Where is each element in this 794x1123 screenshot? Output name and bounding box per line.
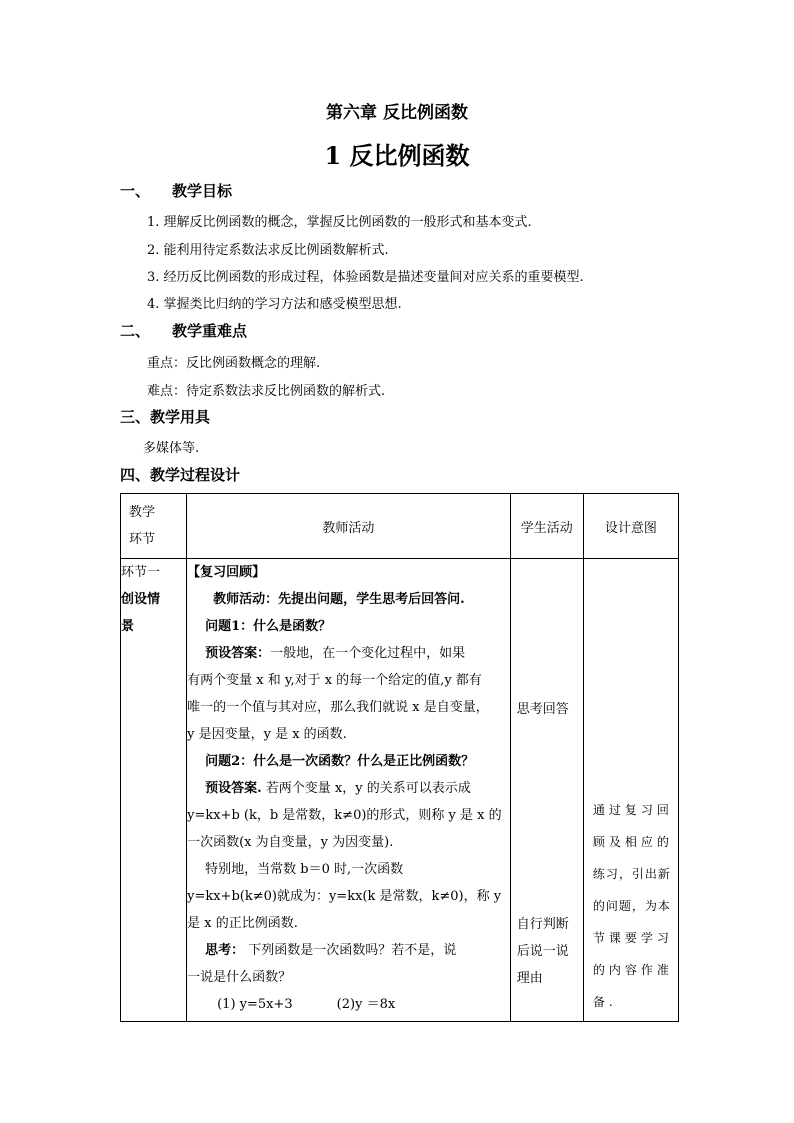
section-2-number: 二、 (120, 322, 151, 340)
teaching-tools: 多媒体等. (143, 441, 200, 456)
objective-2: 2. 能利用待定系数法求反比例函数解析式. (147, 243, 389, 258)
student-activity-2-line1: 自行判断 (516, 917, 569, 932)
page-title: 1 反比例函数 (324, 141, 470, 170)
table-row (121, 559, 679, 1022)
think-text1: 下列函数是一次函数吗？若不是，说 (244, 943, 457, 958)
header-phase (121, 494, 187, 559)
section-4-heading: 四、教学过程设计 (120, 466, 241, 484)
special-case-line1: 特别地，当常数 b＝0 时,一次函数 (205, 862, 404, 877)
answer-2-line1 (187, 775, 510, 802)
header-phase-line2: 环节 (129, 532, 156, 547)
section-2-heading (120, 320, 247, 341)
phase-cell (121, 559, 187, 1022)
teacher-instruction (187, 586, 510, 613)
design-purpose-cell (583, 559, 678, 1022)
key-point: 重点：反比例函数概念的理解. (147, 356, 321, 371)
lesson-process-table (120, 493, 679, 1022)
think-label: 思考： (205, 943, 245, 958)
think-line1 (187, 937, 510, 964)
section-1-number: 一、 (120, 182, 151, 200)
header-teacher: 教师活动 (187, 494, 511, 559)
special-case-line3: 是 x 的正比例函数. (187, 916, 298, 931)
chapter-title: 第六章 反比例函数 (326, 103, 468, 123)
teacher-activity-cell (187, 559, 511, 1022)
question-2: 问题2：什么是一次函数？什么是正比例函数？ (205, 754, 475, 769)
purpose-line-4: 的问题，为本 (592, 899, 671, 913)
answer-2-line2: y=kx+b (k，b 是常数，k≠0)的形式，则称 y 是 x 的 (187, 808, 502, 823)
example-2: (2)y ＝8x (336, 997, 396, 1012)
section-1-label: 教学目标 (172, 182, 233, 200)
phase-line3: 景 (121, 619, 135, 634)
answer-2-line3: 一次函数(x 为自变量，y 为因变量). (187, 835, 394, 850)
answer-1-line1 (187, 640, 510, 667)
answer-1-text1: 一般地，在一个变化过程中，如果 (270, 646, 466, 661)
answer-1-label: 预设答案： (205, 646, 271, 661)
examples-line (187, 991, 510, 1018)
objective-1: 1. 理解反比例函数的概念，掌握反比例函数的一般形式和基本变式. (147, 215, 532, 230)
purpose-line-5: 节课要学习 (592, 931, 673, 945)
answer-1-line2: 有两个变量 x 和 y,对于 x 的每一个给定的值,y 都有 (187, 673, 482, 688)
student-activity-cell (510, 559, 583, 1022)
section-2-label: 教学重难点 (172, 322, 248, 340)
section-1-heading (120, 180, 232, 201)
section-3-heading: 三、教学用具 (120, 408, 211, 426)
answer-1-line3: 唯一的一个值与其对应，那么我们就说 x 是自变量， (187, 700, 489, 715)
objective-3: 3. 经历反比例函数的形成过程，体验函数是描述变量间对应关系的重要模型. (147, 270, 584, 285)
purpose-line-2: 顾及相应的 (592, 835, 673, 849)
phase-line2: 创设情 (121, 592, 161, 607)
phase-line1: 环节一 (121, 565, 161, 580)
special-case-line2: y=kx+b(k≠0)就成为：y=kx(k 是常数，k≠0)，称 y (187, 889, 502, 904)
header-student: 学生活动 (510, 494, 583, 559)
teacher-instruction-text: 教师活动：先提出问题，学生思考后回答问. (213, 592, 465, 607)
table-header-row (121, 494, 679, 559)
objective-4: 4. 掌握类比归纳的学习方法和感受模型思想. (147, 297, 402, 312)
purpose-line-3: 练习，引出新 (592, 867, 671, 881)
answer-1-line4: y 是因变量，y 是 x 的函数. (187, 727, 347, 742)
review-heading: 【复习回顾】 (187, 565, 266, 580)
purpose-line-6: 的内容作准 (592, 963, 673, 977)
student-activity-2-line3: 理由 (516, 971, 543, 986)
purpose-line-1: 通过复习回 (592, 803, 673, 817)
difficulty: 难点：待定系数法求反比例函数的解析式. (147, 384, 386, 399)
purpose-line-7: 备. (592, 995, 617, 1009)
answer-2-label: 预设答案. (205, 781, 262, 796)
example-1: (1) y=5x+3 (217, 997, 293, 1012)
question-1: 问题1：什么是函数？ (205, 619, 332, 634)
student-activity-1: 思考回答 (516, 702, 569, 717)
answer-2-text1: 若两个变量 x，y 的关系可以表示成 (261, 781, 471, 796)
header-purpose: 设计意图 (583, 494, 678, 559)
header-phase-line1: 教学 (129, 505, 156, 520)
design-purpose-text (584, 794, 678, 1018)
think-line2: 一说是什么函数？ (187, 970, 292, 985)
student-activity-2-line2: 后说一说 (516, 944, 569, 959)
